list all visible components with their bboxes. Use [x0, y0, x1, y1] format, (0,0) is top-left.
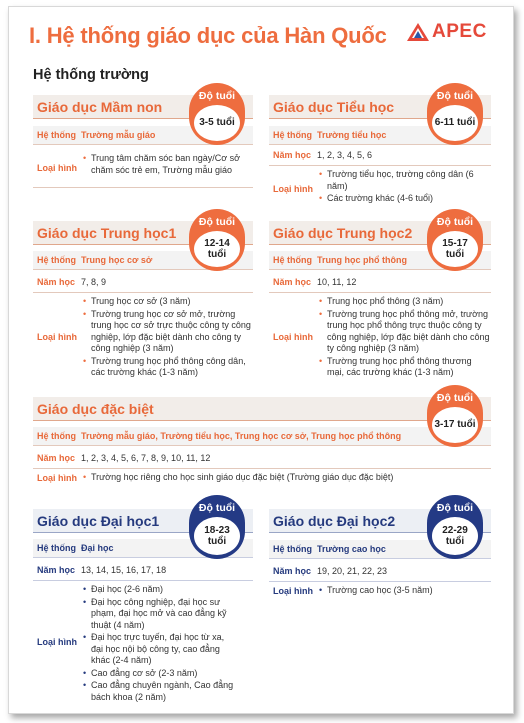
- type-label: Loại hình: [37, 163, 77, 173]
- year-value: 1, 2, 3, 4, 5, 6: [317, 150, 373, 160]
- list-item: • Các trường khác (4-6 tuổi): [319, 193, 489, 205]
- age-badge-value: 3-5 tuổi: [193, 104, 241, 142]
- age-badge-label: Độ tuổi: [436, 216, 474, 228]
- age-badge-label: Độ tuổi: [198, 216, 236, 228]
- age-badge: [427, 385, 483, 447]
- age-badge: [427, 209, 483, 271]
- type-list: [319, 296, 491, 380]
- year-label: Năm học: [37, 453, 76, 463]
- list-item: • Đại học (2-6 năm): [83, 584, 235, 596]
- card-title: Giáo dục Mầm non: [33, 95, 253, 119]
- apec-logo-icon: [407, 23, 429, 41]
- year-label: Năm học: [273, 150, 312, 160]
- age-unit: tuổi: [445, 536, 465, 547]
- row-divider: [33, 187, 253, 188]
- list-item: • Trung học phổ thông (3 năm): [319, 296, 491, 308]
- age-badge-value: [431, 516, 479, 556]
- type-list: [83, 296, 253, 380]
- age-badge-label: Độ tuổi: [198, 90, 236, 102]
- age-unit: tuổi: [207, 536, 227, 547]
- year-value: 13, 14, 15, 16, 17, 18: [81, 565, 167, 575]
- row-divider: [33, 292, 253, 293]
- year-label: Năm học: [273, 277, 312, 287]
- row-divider: [33, 468, 491, 469]
- card-title: Giáo dục Đại học1: [33, 509, 253, 533]
- type-row: [269, 171, 317, 207]
- row-divider: [269, 165, 491, 166]
- type-list: [319, 585, 489, 598]
- system-label: Hệ thống: [37, 130, 76, 140]
- age-badge-value: 15-17 tuổi: [431, 230, 479, 268]
- type-row: [33, 470, 81, 486]
- type-label: Loại hình: [273, 586, 313, 596]
- system-label: Hệ thống: [37, 543, 76, 553]
- year-row: [33, 561, 253, 579]
- type-label: Loại hình: [37, 637, 77, 647]
- year-value: 19, 20, 21, 22, 23: [317, 566, 388, 576]
- age-badge-value: 3-17 tuổi: [431, 406, 479, 444]
- age-badge-value: 6-11 tuổi: [431, 104, 479, 142]
- list-item: • Cao đẳng chuyên ngành, Cao đẳng bách khoa (2 năm): [83, 680, 235, 703]
- type-list: [319, 169, 489, 206]
- section-subheading: Hệ thống trường: [33, 67, 149, 83]
- year-row: [269, 146, 491, 164]
- row-divider: [33, 445, 491, 446]
- list-item: • Trường trung học phổ thông công dân, các trường khác (1-3 năm): [83, 356, 253, 379]
- system-value: Trung học cơ sở: [81, 255, 153, 265]
- year-label: Năm học: [37, 277, 76, 287]
- system-label: Hệ thống: [37, 431, 76, 441]
- list-item: • Trung học cơ sở (3 năm): [83, 296, 253, 308]
- type-list: [83, 472, 483, 485]
- age-badge-label: Độ tuổi: [436, 392, 474, 404]
- year-row: [269, 273, 491, 291]
- type-list: [83, 584, 235, 704]
- year-row: [269, 562, 491, 580]
- system-value: Đại học: [81, 543, 114, 553]
- type-label: Loại hình: [273, 184, 313, 194]
- row-divider: [269, 292, 491, 293]
- age-badge: [189, 83, 245, 145]
- year-value: 10, 11, 12: [317, 277, 357, 287]
- type-label: Loại hình: [273, 332, 313, 342]
- age-range: 18-23: [204, 524, 230, 536]
- type-row: [269, 583, 317, 599]
- type-row: [33, 317, 81, 357]
- type-row: [269, 317, 317, 357]
- age-badge: [427, 495, 483, 559]
- logo-text: APEC: [432, 21, 487, 42]
- type-label: Loại hình: [37, 473, 77, 483]
- type-row: [33, 627, 81, 657]
- age-badge: [189, 209, 245, 271]
- card-title: Giáo dục Trung học2: [269, 221, 491, 245]
- row-divider: [269, 581, 491, 582]
- age-badge-label: Độ tuổi: [436, 90, 474, 102]
- system-label: Hệ thống: [37, 255, 76, 265]
- type-label: Loại hình: [37, 332, 77, 342]
- list-item: • Đại học trực tuyến, đại học từ xa, đại học nội bộ công ty, cao đẳng khác (2-4 năm): [83, 632, 235, 667]
- list-item: • Trường trung học cơ sở mở, trường trung học cơ sở trực thuộc công ty công nghiệp, lớp đặc biệt dành cho công ty công nghiệp (3 năm): [83, 309, 253, 355]
- list-item: • Trường học riêng cho học sinh giáo dục đặc biệt (Trường giáo dục đặc biệt): [83, 472, 483, 484]
- apec-logo: [407, 21, 487, 43]
- page-title: I. Hệ thống giáo dục của Hàn Quốc: [29, 23, 387, 48]
- age-badge: [427, 83, 483, 145]
- year-row: [33, 449, 491, 467]
- document-page: [8, 6, 514, 714]
- card-title: Giáo dục Tiểu học: [269, 95, 491, 119]
- age-badge-label: Độ tuổi: [198, 502, 236, 514]
- list-item: • Đại học công nghiệp, đại học sư phạm, đại học mở và cao đẳng kỹ thuật (4 năm): [83, 597, 235, 632]
- list-item: • Trường trung học phổ thông mở, trường trung học phổ thông trực thuộc công ty công nghiệp, lớp đặc biệt dành cho công ty công nghiệp (3 năm): [319, 309, 491, 355]
- system-label: Hệ thống: [273, 255, 312, 265]
- row-divider: [33, 580, 253, 581]
- card-title: Giáo dục đặc biệt: [33, 397, 491, 421]
- list-item: • Trường cao học (3-5 năm): [319, 585, 489, 597]
- year-row: [33, 273, 253, 291]
- list-item: • Trung tâm chăm sóc ban ngày/Cơ sở chăm sóc trẻ em, Trường mẫu giáo: [83, 153, 251, 176]
- card-special-education: [33, 397, 491, 487]
- year-label: Năm học: [273, 566, 312, 576]
- system-label: Hệ thống: [273, 130, 312, 140]
- card-title: Giáo dục Trung học1: [33, 221, 253, 245]
- system-value: Trường cao học: [317, 544, 386, 554]
- year-label: Năm học: [37, 565, 76, 575]
- system-value: Trường mẫu giáo: [81, 130, 156, 140]
- system-value: Trung học phổ thông: [317, 255, 407, 265]
- type-list: [83, 153, 251, 177]
- list-item: • Trường trung học phổ thông thương mại, các trường khác (1-3 năm): [319, 356, 491, 379]
- year-value: 7, 8, 9: [81, 277, 107, 287]
- system-value: Trường mẫu giáo, Trường tiểu học, Trung học cơ sở, Trung học phổ thông: [81, 431, 402, 441]
- list-item: • Cao đẳng cơ sở (2-3 năm): [83, 668, 235, 680]
- system-row: [33, 427, 491, 445]
- age-badge-value: [193, 516, 241, 556]
- age-range: 22-29: [442, 524, 468, 536]
- age-badge-value: 12-14 tuổi: [193, 230, 241, 268]
- card-title: Giáo dục Đại học2: [269, 509, 491, 533]
- system-label: Hệ thống: [273, 544, 312, 554]
- year-value: 1, 2, 3, 4, 5, 6, 7, 8, 9, 10, 11, 12: [81, 453, 211, 463]
- age-badge-label: Độ tuổi: [436, 502, 474, 514]
- list-item: • Trường tiểu học, trường công dân (6 năm): [319, 169, 489, 192]
- age-badge: [189, 495, 245, 559]
- system-value: Trường tiểu học: [317, 130, 387, 140]
- type-row: [33, 151, 81, 185]
